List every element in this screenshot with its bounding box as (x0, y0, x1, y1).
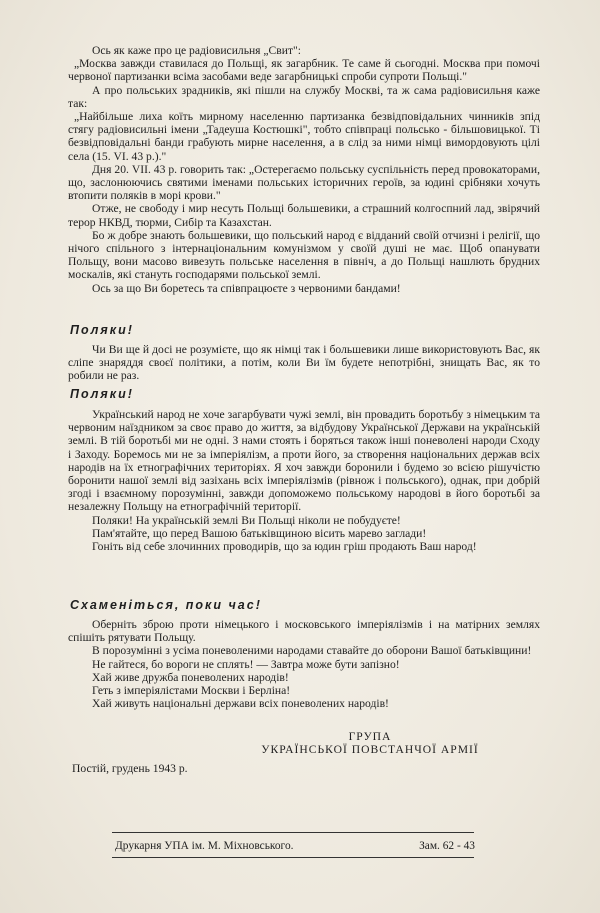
place-date: Постій, грудень 1943 р. (72, 762, 188, 775)
paragraph: Ось за що Ви боретесь та співпрацюєте з червоними бандами! (92, 281, 401, 295)
section-radio-quotes (68, 44, 540, 295)
footer (115, 840, 475, 852)
section-warning (68, 343, 540, 383)
heading-poles-2: Поляки! (70, 387, 134, 401)
paragraph: Український народ не хоче загарбувати чужі землі, він провадить боротьбу з німецьким та червоним наїздником за своє право до життя, за відбудову Української Держави на українській землі. В тій боротьбі ми не одні. З нами стоять і боряться також інші поневолені народи Сходу і Заходу. Боремось ми не за імперіялізм, а проти його, за створення національних держав всіх народів на їх етнографічних територіях. Я хоч завжди боронили і будемо зо всією рішучістю боронити нашої землі від зазіхань всіх імперіялізмів (рівнож і польського), однак, при добрій згоді і взаємному порозумінні, завжди допоможемо польському народові в його боротьбі за незалежну Польщу на етнографічній території. (68, 408, 540, 514)
slogan: Геть з імперіялістами Москви і Берліна! (92, 684, 291, 698)
order-number: Зам. 62 - 43 (419, 840, 475, 852)
signature-line-group: ГРУПА (348, 730, 392, 743)
printer-name: Друкарня УПА ім. М. Міхновського. (115, 840, 294, 852)
paragraph: Поляки! На українській землі Ви Польщі ніколи не побудуєте! (92, 513, 401, 527)
section-ukrainian-people (68, 408, 540, 553)
paragraph: Бо ж добре знають большевики, що польський народ є відданий своїй отчизні і релігії, що нічого спільного з інтернаціональним комунізмом у своїй душі не має. Щоб опанувати Польщу, вони масово вивезуть польське населення в північ, а до Польщі нашлють брудних москалів, які стануть господарями польської землі. (68, 228, 540, 282)
slogan: Не гайтеся, бо вороги не сплять! — Завтра може бути запізно! (92, 657, 400, 671)
signature-line-army: УКРАЇНСЬКОЇ ПОВСТАНЧОЇ АРМІЇ (261, 743, 479, 757)
section-appeals (68, 618, 540, 710)
heading-come-to-senses: Схаменіться, поки час! (70, 598, 262, 612)
signature-block (200, 730, 540, 757)
footer-rule-top (112, 832, 474, 833)
footer-rule-bottom (112, 857, 474, 858)
paragraph: Чи Ви ще й досі не розумієте, що як німці так і большевики лише використовують Вас, як сліпе знаряддя своєї політики, а потім, коли Ви їм будете непотрібні, знищать Вас, як то робили не раз. (68, 343, 540, 383)
paragraph: Гоніть від себе злочинних проводирів, що за юдин гріш продають Ваш народ! (92, 540, 477, 554)
paragraph: В порозумінні з усіма поневоленими народами ставайте до оборони Вашої батьківщини! (92, 644, 532, 658)
paragraph: Пам'ятайте, що перед Вашою батьківщиною вісить марево заглади! (92, 526, 427, 540)
quote-paragraph: „Москва завжди ставилася до Польщі, як загарбник. Те саме й сьогодні. Москва при помочі червоної партизанки всіма засобами веде загарбницькі спроби супроти Польщі." (68, 57, 540, 84)
paragraph: Оберніть зброю проти німецького і московського імперіялізмів і на матірних землях спішіть рятувати Польщу. (68, 618, 540, 645)
heading-poles-1: Поляки! (70, 323, 134, 337)
quote-paragraph: „Найбільше лиха коїть мирному населенню партизанка безвідповідальних чинників зпід стягу радіовисильні імени „Тадеуша Костюшкі", тобто співпраці польсько - більшовицької. Ті безвідповідальні банди грабують мирне населення, а в слід за ними німці вимордовують цілі села (15. VI. 43 р.)." (68, 110, 540, 163)
paragraph: Ось як каже про це радіовисильня „Свит": (92, 44, 301, 57)
paragraph: А про польських зрадників, які пішли на службу Москві, та ж сама радіовисильня каже так: (68, 83, 540, 110)
slogan: Хай живе дружба поневолених народів! (92, 670, 289, 684)
paragraph: Дня 20. VII. 43 р. говорить так: „Остерегаємо польську суспільність перед провокаторами, що, заслонюючись святими іменами польських історичних героїв, за юдині срібняки хочуть втопити поляків в морі крови." (68, 162, 540, 203)
paragraph: Отже, не свободу і мир несуть Польщі большевики, а страшний колгоспний лад, звірячий терор НКВД, тюрми, Сибір та Казахстан. (68, 202, 540, 229)
slogan: Хай живуть національні держави всіх поневолених народів! (92, 697, 389, 711)
